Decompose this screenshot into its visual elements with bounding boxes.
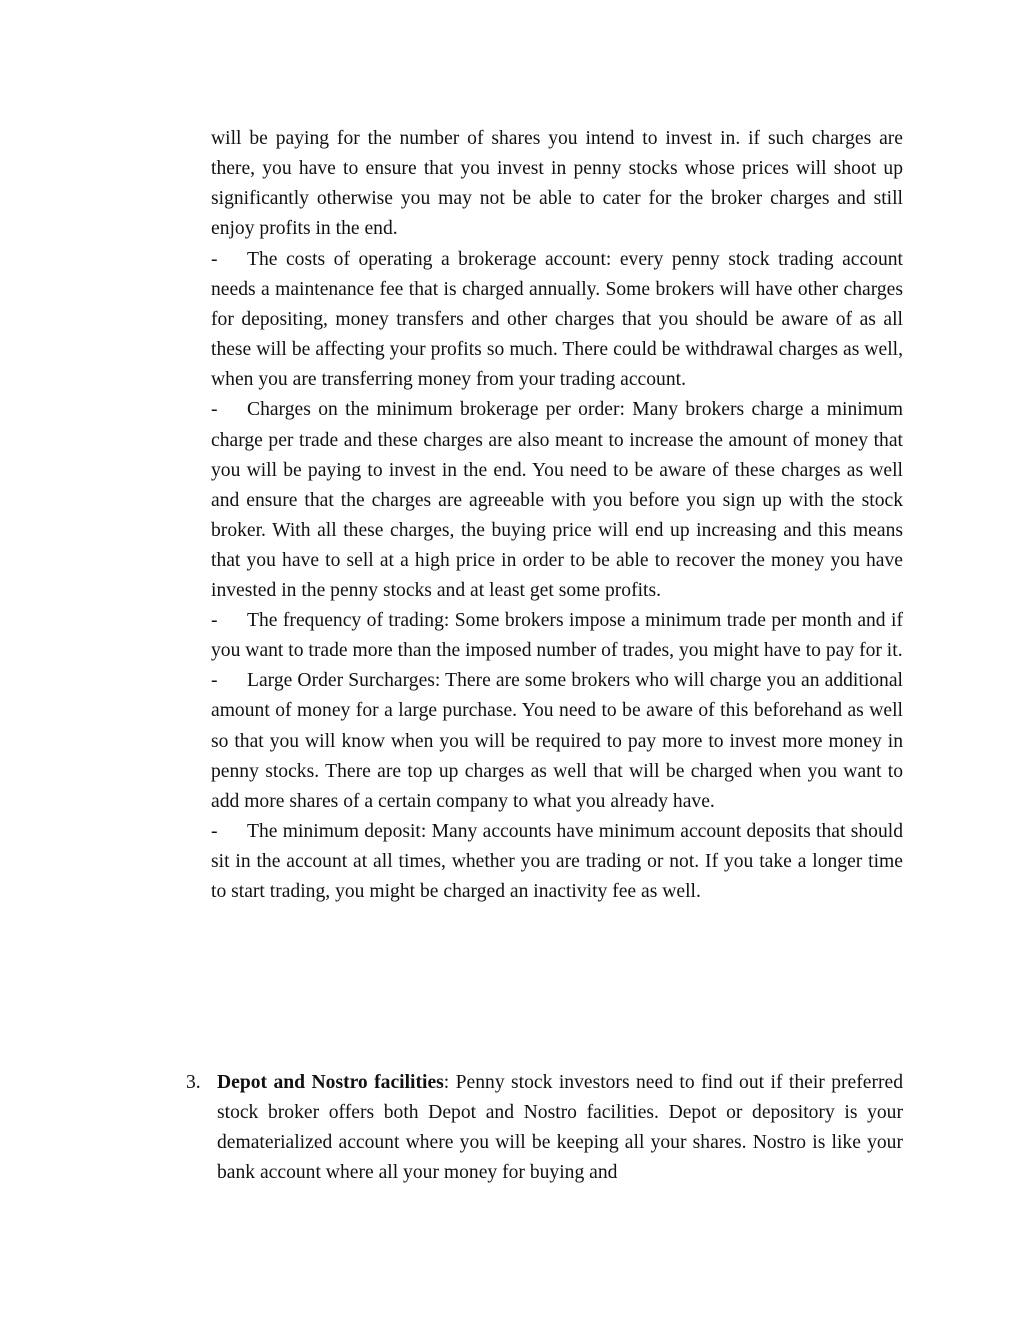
bullet-dash: - (211, 399, 218, 421)
bullet-item (211, 395, 903, 606)
intro-paragraph: will be paying for the number of shares you intend to invest in. if such charges are there, you have to ensure that you invest in penny stocks whose prices will shoot up significantly otherwise you may not be able to cater for the broker charges and still enjoy profits in the end. (211, 128, 903, 240)
bullet-dash: - (211, 820, 218, 842)
list-number: 3. (186, 1072, 201, 1093)
bullet-text: Large Order Surcharges: There are some brokers who will charge you an additional amount of money for a large purchase. You need to be aware of this beforehand as well so that you will know when you will be required to pay more to invest more money in penny stocks. There are top up charges as well that will be charged when you want to add more shares of a certain company to what you already have. (211, 670, 903, 812)
item-text: : Penny stock investors need to find out if their preferred stock broker offers both Depot and Nostro facilities. Depot or depository is your dematerialized account where you will be keeping all your shares. Nostro is like your bank account where all your money for buying and (217, 1072, 903, 1184)
bullet-dash: - (211, 249, 218, 270)
bullet-item (211, 606, 903, 666)
bullet-item (211, 817, 903, 907)
bullet-text: The minimum deposit: Many accounts have minimum account deposits that should sit in the account at all times, whether you are trading or not. If you take a longer time to start trading, you might be charged an inactivity fee as well. (211, 820, 903, 902)
item-heading: Depot and Nostro facilities (217, 1072, 444, 1093)
bullet-text: Charges on the minimum brokerage per order: Many brokers charge a minimum charge per trade and these charges are also meant to increase the amount of money that you will be paying to invest in the end. You need to be aware of these charges as well and ensure that the charges are agreeable with you before you sign up with the stock broker. With all these charges, the buying price will end up increasing and this means that you have to sell at a high price in order to be able to recover the money you have invested in the penny stocks and at least get some profits. (211, 399, 903, 602)
bullet-text: The frequency of trading: Some brokers impose a minimum trade per month and if you want to trade more than the imposed number of trades, you might have to pay for it. (211, 610, 903, 662)
bullet-item (211, 666, 903, 816)
bullet-list (211, 245, 903, 907)
numbered-item-body (217, 1068, 903, 1188)
bullet-dash: - (211, 610, 218, 632)
bullet-item (211, 245, 903, 395)
bullet-text: The costs of operating a brokerage account: every penny stock trading account needs a maintenance fee that is charged annually. Some brokers will have other charges for depositing, money transfers and other charges that you should be aware of as all these will be affecting your profits so much. There could be withdrawal charges as well, when you are transferring money from your trading account. (211, 249, 903, 391)
numbered-item-3 (186, 1068, 903, 1188)
bullet-dash: - (211, 670, 218, 692)
